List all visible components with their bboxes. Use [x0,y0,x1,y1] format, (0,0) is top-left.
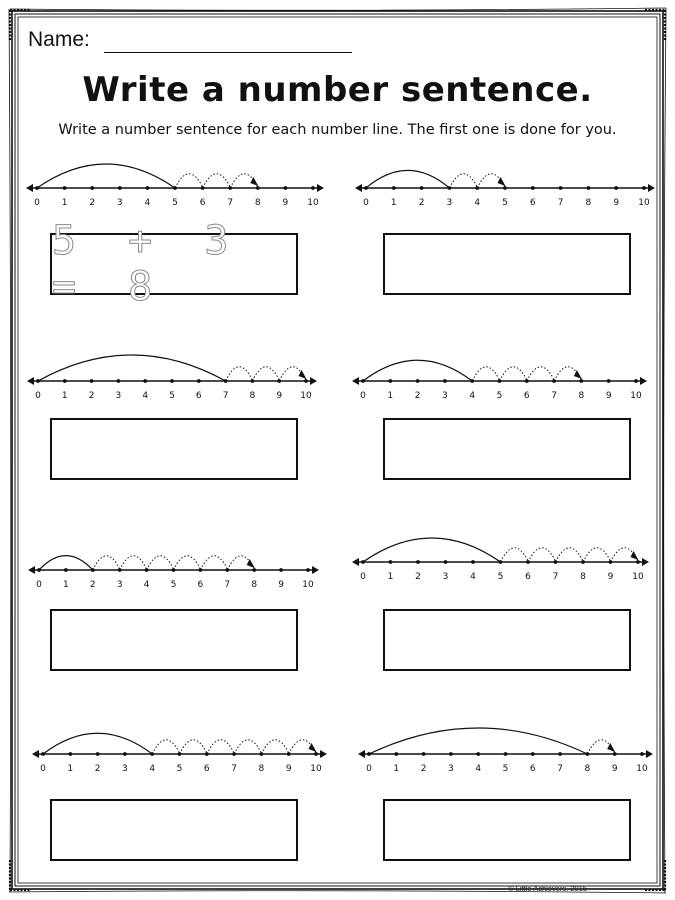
tick-label: 1 [387,391,394,401]
tick-label: 10 [630,391,642,401]
tick-label: 6 [525,572,531,582]
tick-label: 1 [63,580,69,590]
tick-label: 7 [557,764,563,774]
tick-label: 9 [278,580,284,590]
tick-label: 0 [40,764,46,774]
tick-label: 5 [497,572,504,582]
tick-label: 3 [448,764,454,774]
tick-label: 1 [67,764,74,774]
tick-label: 9 [285,764,292,774]
tick-label: 3 [442,391,448,401]
answer-box[interactable] [50,609,298,671]
tick-label: 7 [552,572,559,582]
tick-label: 9 [282,198,289,208]
copyright-notice: © Little Achievers, 2015 [508,884,587,893]
tick-label: 6 [197,580,204,590]
tick-label: 2 [88,391,95,401]
tick-label: 5 [170,580,177,590]
tick-label: 3 [116,580,123,590]
tick-label: 3 [122,764,128,774]
tick-label: 1 [387,572,394,582]
tick-label: 1 [61,198,68,208]
tick-label: 7 [231,764,237,774]
tick-label: 9 [613,198,620,208]
tick-label: 0 [363,198,369,208]
tick-label: 1 [61,391,68,401]
tick-label: 10 [300,391,312,401]
tick-label: 4 [142,391,149,401]
tick-label: 3 [442,572,449,582]
tick-label: 8 [584,764,591,774]
tick-label: 8 [249,391,256,401]
tick-label: 4 [470,572,476,582]
tick-label: 1 [390,198,397,208]
tick-label: 2 [418,198,425,208]
answer-box[interactable] [383,609,631,671]
tick-label: 2 [420,764,427,774]
tick-label: 0 [360,572,366,582]
tick-label: 4 [149,764,156,774]
answer-box[interactable] [50,218,298,310]
tick-label: 5 [176,764,183,774]
tick-label: 0 [360,391,366,401]
tick-label: 9 [607,572,614,582]
tick-label: 10 [302,580,314,590]
tick-label: 7 [222,391,229,401]
tick-label: 9 [276,391,283,401]
tick-label: 5 [172,198,178,208]
answer-box[interactable] [50,799,298,861]
tick-label: 4 [469,391,476,401]
instructions-text: Write a number sentence for each number line. The first one is done for you. [58,122,617,138]
tick-label: 2 [414,391,421,401]
tick-label: 2 [89,580,96,590]
tick-label: 3 [116,198,123,208]
tick-label: 3 [446,198,453,208]
tick-label: 7 [557,198,564,208]
answer-box[interactable] [383,418,631,480]
tick-label: 2 [89,198,96,208]
tick-label: 8 [580,572,586,582]
traced-answer: 5 + 3 = 8 [52,218,243,310]
tick-label: 4 [144,198,151,208]
tick-label: 10 [632,572,644,582]
tick-label: 8 [254,198,261,208]
tick-label: 3 [115,391,122,401]
tick-label: 1 [393,764,400,774]
tick-label: 10 [636,764,648,774]
tick-label: 10 [638,198,650,208]
tick-label: 6 [523,391,530,401]
page-title: Write a number sentence. [82,70,593,110]
tick-label: 4 [474,198,481,208]
tick-label: 2 [415,572,421,582]
tick-label: 6 [199,198,206,208]
tick-label: 0 [34,198,40,208]
tick-label: 4 [143,580,150,590]
tick-label: 7 [224,580,231,590]
tick-label: 8 [585,198,592,208]
tick-label: 8 [251,580,258,590]
tick-label: 0 [36,580,42,590]
answer-box[interactable] [50,418,298,480]
tick-label: 6 [529,764,536,774]
tick-label: 10 [307,198,319,208]
tick-label: 4 [475,764,482,774]
tick-label: 8 [578,391,585,401]
tick-label: 0 [35,391,41,401]
tick-label: 5 [169,391,175,401]
answer-box[interactable] [383,233,631,295]
tick-label: 8 [258,764,265,774]
tick-label: 7 [227,198,234,208]
tick-label: 5 [502,198,508,208]
tick-label: 10 [310,764,322,774]
tick-label: 2 [94,764,101,774]
tick-label: 9 [611,764,618,774]
tick-label: 5 [502,764,509,774]
tick-label: 9 [605,391,612,401]
tick-label: 6 [203,764,210,774]
tick-label: 6 [529,198,536,208]
tick-label: 6 [195,391,202,401]
tick-label: 0 [366,764,372,774]
tick-label: 7 [551,391,557,401]
answer-box[interactable] [383,799,631,861]
name-write-line[interactable] [104,52,352,53]
name-label: Name: [28,28,90,51]
tick-label: 5 [496,391,503,401]
